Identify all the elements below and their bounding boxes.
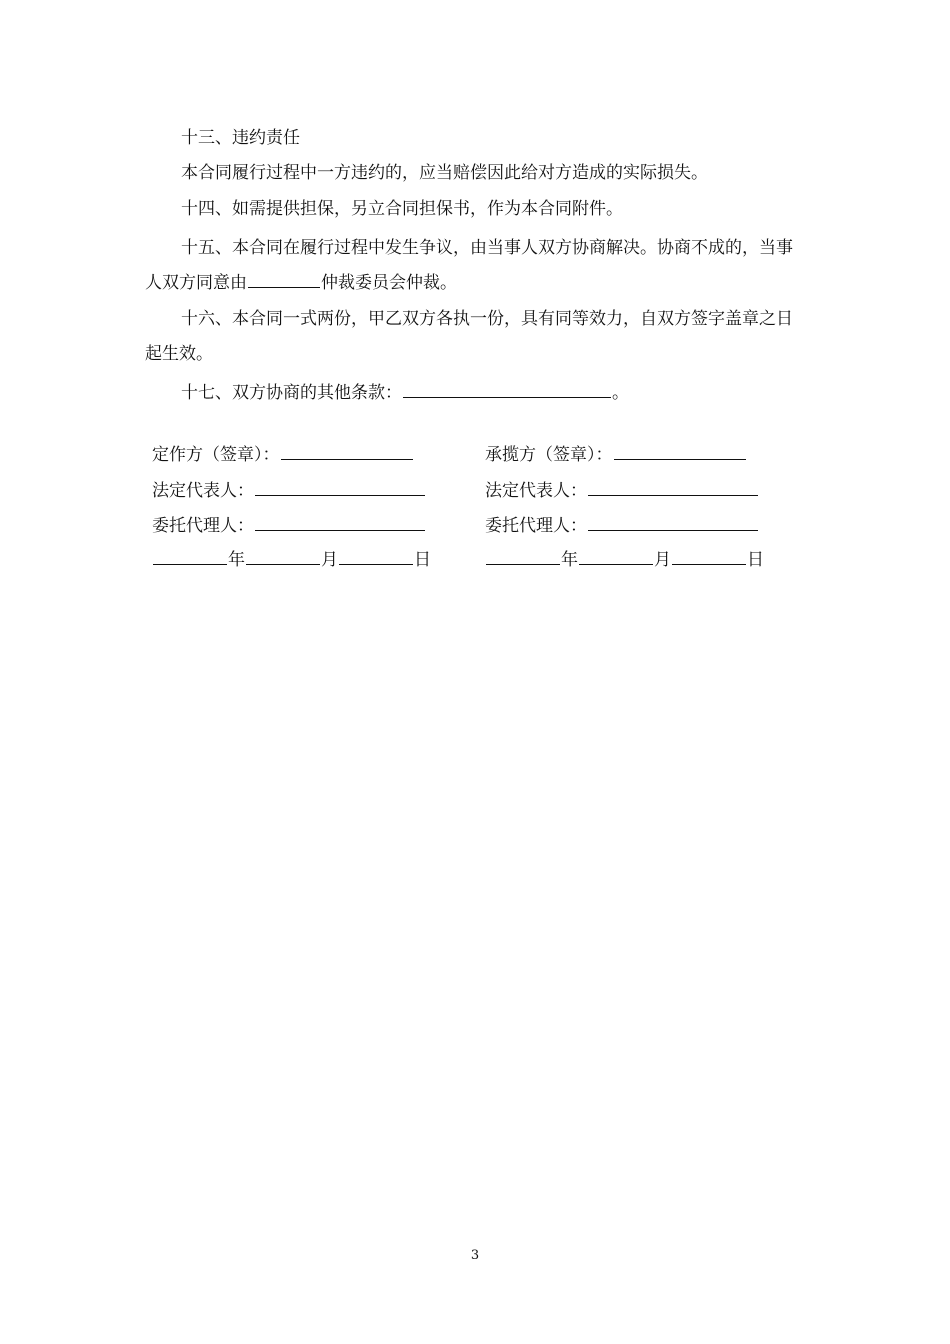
clause-13-body: 本合同履行过程中一方违约的，应当赔偿因此给对方造成的实际损失。 [181, 163, 708, 183]
right-agent-label: 委托代理人： [485, 516, 587, 536]
clause-17-text-pre: 十七、双方协商的其他条款： [181, 383, 402, 403]
right-year-label: 年 [561, 550, 578, 570]
right-month-label: 月 [654, 550, 671, 570]
right-party-blank[interactable] [614, 440, 746, 460]
clause-15-text-post: 仲裁委员会仲裁。 [321, 273, 457, 293]
right-day-blank[interactable] [672, 545, 746, 565]
left-legal-rep-blank[interactable] [255, 476, 425, 496]
clause-17-text-post: 。 [612, 383, 629, 403]
right-party-label: 承揽方（签章）： [485, 445, 613, 465]
left-party-seal-row [152, 440, 414, 467]
left-agent-row [152, 511, 426, 538]
left-legal-rep-row [152, 476, 426, 503]
left-year-label: 年 [228, 550, 245, 570]
left-party-blank[interactable] [281, 440, 413, 460]
left-date-row [152, 545, 431, 572]
arbitration-commission-blank[interactable] [248, 268, 320, 288]
right-legal-rep-row [485, 476, 759, 503]
right-month-blank[interactable] [579, 545, 653, 565]
left-month-label: 月 [321, 550, 338, 570]
clause-15-text-pre: 十五、本合同在履行过程中发生争议，由当事人双方协商解决。协商不成的，当事人双方同意由 [145, 238, 793, 293]
right-year-blank[interactable] [486, 545, 560, 565]
right-day-label: 日 [747, 550, 764, 570]
clause-14: 十四、如需提供担保，另立合同担保书，作为本合同附件。 [181, 199, 623, 219]
other-terms-blank[interactable] [403, 378, 611, 398]
left-party-label: 定作方（签章）： [152, 445, 280, 465]
right-party-seal-row [485, 440, 747, 467]
clause-15 [145, 231, 807, 301]
clause-16: 十六、本合同一式两份，甲乙双方各执一份，具有同等效力，自双方签字盖章之日起生效。 [145, 309, 793, 364]
left-legal-rep-label: 法定代表人： [152, 481, 254, 501]
clause-17 [145, 376, 807, 411]
left-day-label: 日 [414, 550, 431, 570]
left-month-blank[interactable] [246, 545, 320, 565]
right-agent-row [485, 511, 759, 538]
clause-13-title: 十三、违约责任 [181, 128, 300, 148]
left-year-blank[interactable] [153, 545, 227, 565]
right-date-row [485, 545, 764, 572]
right-agent-blank[interactable] [588, 511, 758, 531]
page-number: 3 [470, 1248, 480, 1263]
left-day-blank[interactable] [339, 545, 413, 565]
left-agent-label: 委托代理人： [152, 516, 254, 536]
right-legal-rep-blank[interactable] [588, 476, 758, 496]
right-legal-rep-label: 法定代表人： [485, 481, 587, 501]
left-agent-blank[interactable] [255, 511, 425, 531]
